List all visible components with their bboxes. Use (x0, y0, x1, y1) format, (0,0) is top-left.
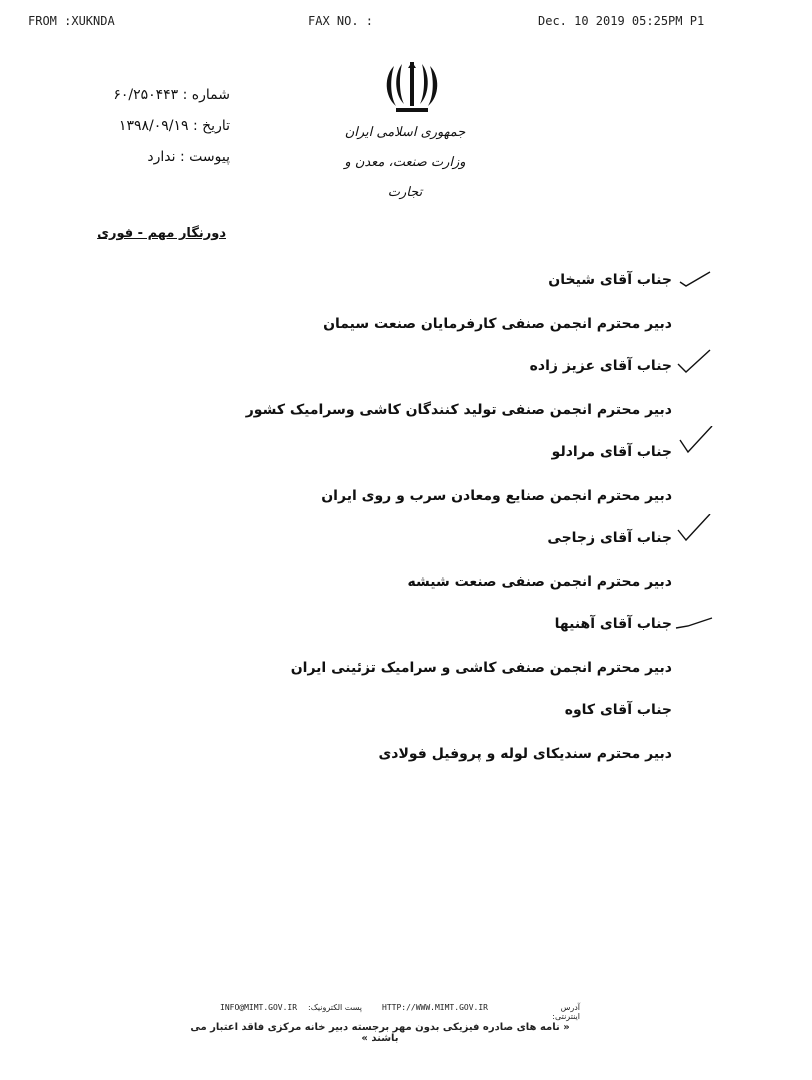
fax-number: FAX NO. : (308, 14, 374, 28)
recipient-list (245, 270, 672, 786)
country-name: جمهوری اسلامی ایران (344, 125, 466, 140)
footer-email-label: پست الکترونیک: (308, 1003, 363, 1012)
recipient-4 (290, 528, 672, 614)
iran-emblem-icon (380, 60, 444, 116)
letter-date: تاریخ : ۱۳۹۸/۰۹/۱۹ (118, 118, 230, 134)
footer-website: HTTP://WWW.MIMT.GOV.IR (382, 1003, 488, 1012)
fax-header (0, 14, 812, 32)
recipient-1 (290, 270, 672, 356)
fax-from: FROM :XUKNDA (28, 14, 115, 28)
handwritten-check-icon (674, 514, 714, 542)
fax-date: Dec. 10 2019 05:25PM P1 (538, 14, 705, 28)
letter-meta (70, 80, 230, 173)
footer-email: INFO@MIMT.GOV.IR (220, 1003, 298, 1012)
letterhead (330, 118, 480, 208)
recipient-title: دبیر محترم انجمن صنفی کارفرمایان صنعت سیمان (323, 316, 672, 332)
recipient-3 (290, 442, 672, 528)
recipient-title: دبیر محترم انجمن صنفی تولید کنندگان کاشی وسرامیک کشور (245, 402, 672, 418)
recipient-title: دبیر محترم سندیکای لوله و پروفیل فولادی (378, 746, 672, 762)
letter-number: شماره : ۶۰/۲۵۰۴۴۳ (113, 87, 230, 103)
handwritten-check-icon (674, 426, 714, 454)
handwritten-check-icon (674, 348, 714, 376)
recipient-name: جناب آقای کاوه (564, 702, 672, 718)
recipient-2 (245, 356, 672, 442)
recipient-6 (290, 700, 672, 786)
footer-website-label: آدرس اینترنتی: (552, 1003, 580, 1021)
handwritten-check-icon (674, 264, 714, 292)
recipient-name: جناب آقای شیخان (548, 272, 672, 288)
footer-note: « نامه های صادره فیزیکی بدون مهر برجسته دبیر خانه مرکزی فاقد اعتبار می باشند » (190, 1022, 570, 1044)
recipient-name: جناب آقای زجاجی (547, 530, 672, 546)
recipient-name: جناب آقای عزیز زاده (529, 358, 672, 374)
recipient-name: جناب آقای آهنیها (554, 616, 672, 632)
recipient-title: دبیر محترم انجمن صنفی کاشی و سرامیک تزئینی ایران (290, 660, 672, 676)
recipient-5 (290, 614, 672, 700)
ministry-name: وزارت صنعت، معدن و تجارت (344, 155, 466, 200)
recipient-title: دبیر محترم انجمن صنفی صنعت شیشه (407, 574, 672, 590)
footer-contacts (180, 1003, 580, 1021)
recipient-title: دبیر محترم انجمن صنایع ومعادن سرب و روی ایران (321, 488, 672, 504)
handwritten-check-icon (674, 606, 714, 634)
letter-attachment: پیوست : ندارد (147, 149, 230, 165)
priority-label: دورنگار مهم - فوری (97, 226, 226, 241)
recipient-name: جناب آقای مرادلو (551, 444, 672, 460)
